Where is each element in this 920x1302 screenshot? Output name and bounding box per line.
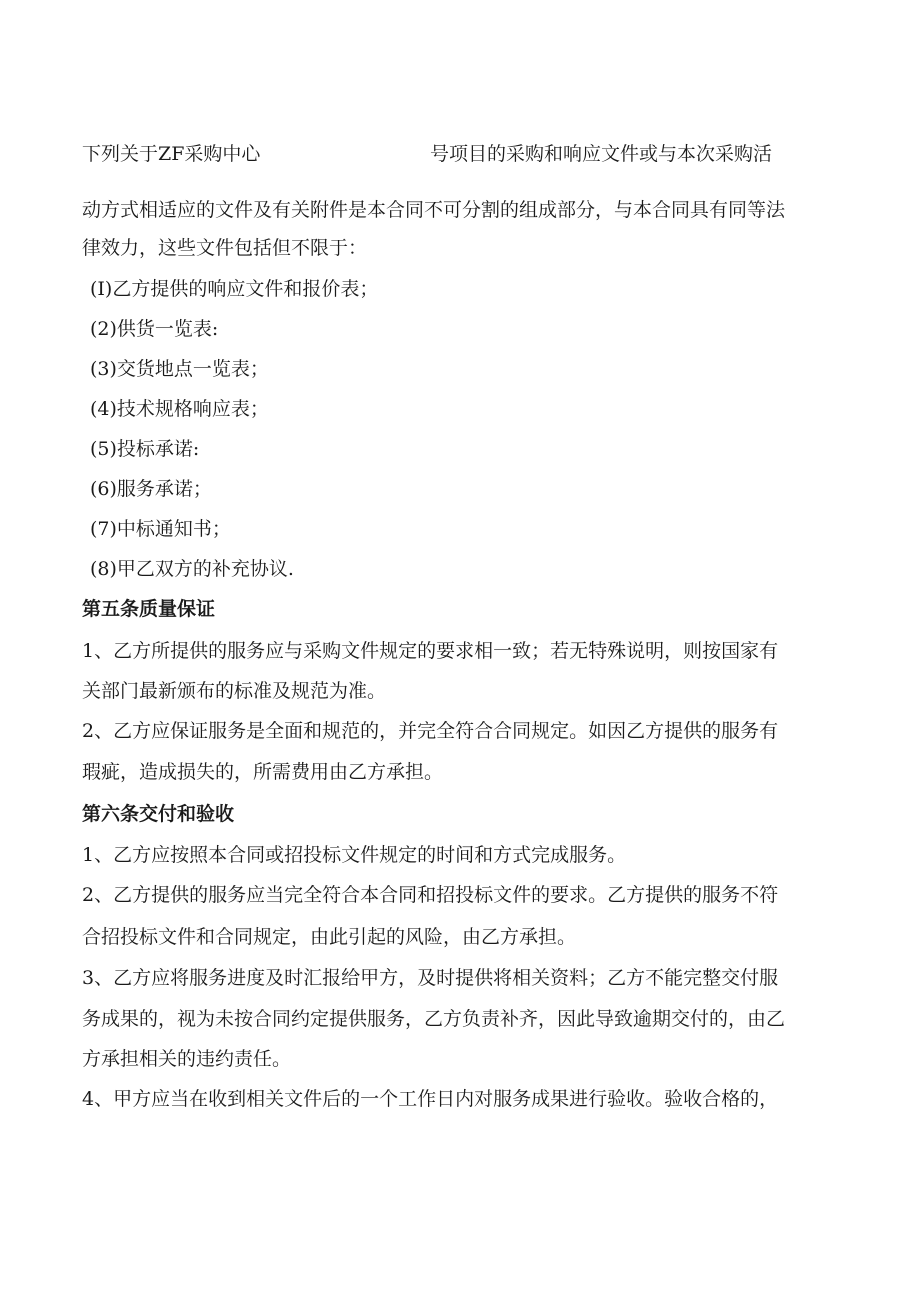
list-item: (3)交货地点一览表； <box>90 358 269 380</box>
list-item: (4)技术规格响应表； <box>90 398 269 420</box>
intro-line-3: 律效力，这些文件包括但不限于： <box>82 237 368 259</box>
list-item: (6)服务承诺； <box>90 478 212 500</box>
intro-line-1-right: 号项目的采购和响应文件或与本次采购活 <box>430 143 773 165</box>
section-6-p3-line-2: 务成果的，视为未按合同约定提供服务，乙方负责补齐，因此导致逾期交付的，由乙 <box>82 1008 786 1030</box>
intro-line-1-left: 下列关于ZF采购中心 <box>82 143 261 165</box>
section-6-p4-line-1: 4、甲方应当在收到相关文件后的一个工作日内对服务成果进行验收。验收合格的， <box>82 1088 779 1110</box>
list-item: (5)投标承诺: <box>90 438 200 460</box>
section-6-p3-line-3: 方承担相关的违约责任。 <box>82 1048 292 1070</box>
intro-line-2: 动方式相适应的文件及有关附件是本合同不可分割的组成部分，与本合同具有同等法 <box>82 199 786 221</box>
list-item: (2)供货一览表: <box>90 318 219 340</box>
section-5-p2-line-2: 瑕疵，造成损失的，所需费用由乙方承担。 <box>82 761 444 783</box>
section-5-p1-line-2: 关部门最新颁布的标准及规范为准。 <box>82 680 387 702</box>
section-5-p2-line-1: 2、乙方应保证服务是全面和规范的，并完全符合合同规定。如因乙方提供的服务有 <box>82 720 779 742</box>
section-6-p2-line-1: 2、乙方提供的服务应当完全符合本合同和招投标文件的要求。乙方提供的服务不符 <box>82 884 779 906</box>
list-item: (I)乙方提供的响应文件和报价表； <box>90 278 379 300</box>
section-6-p3-line-1: 3、乙方应将服务进度及时汇报给甲方，及时提供将相关资料；乙方不能完整交付服 <box>82 967 779 989</box>
list-item: (7)中标通知书； <box>90 518 231 540</box>
section-5-p1-line-1: 1、乙方所提供的服务应与采购文件规定的要求相一致；若无特殊说明，则按国家有 <box>82 640 779 662</box>
section-6-title: 第六条交付和验收 <box>82 803 235 825</box>
section-6-p2-line-2: 合招投标文件和合同规定，由此引起的风险，由乙方承担。 <box>82 926 577 948</box>
section-5-title: 第五条质量保证 <box>82 598 216 620</box>
section-6-p1-line-1: 1、乙方应按照本合同或招投标文件规定的时间和方式完成服务。 <box>82 844 627 866</box>
list-item: (8)甲乙双方的补充协议. <box>90 558 294 580</box>
